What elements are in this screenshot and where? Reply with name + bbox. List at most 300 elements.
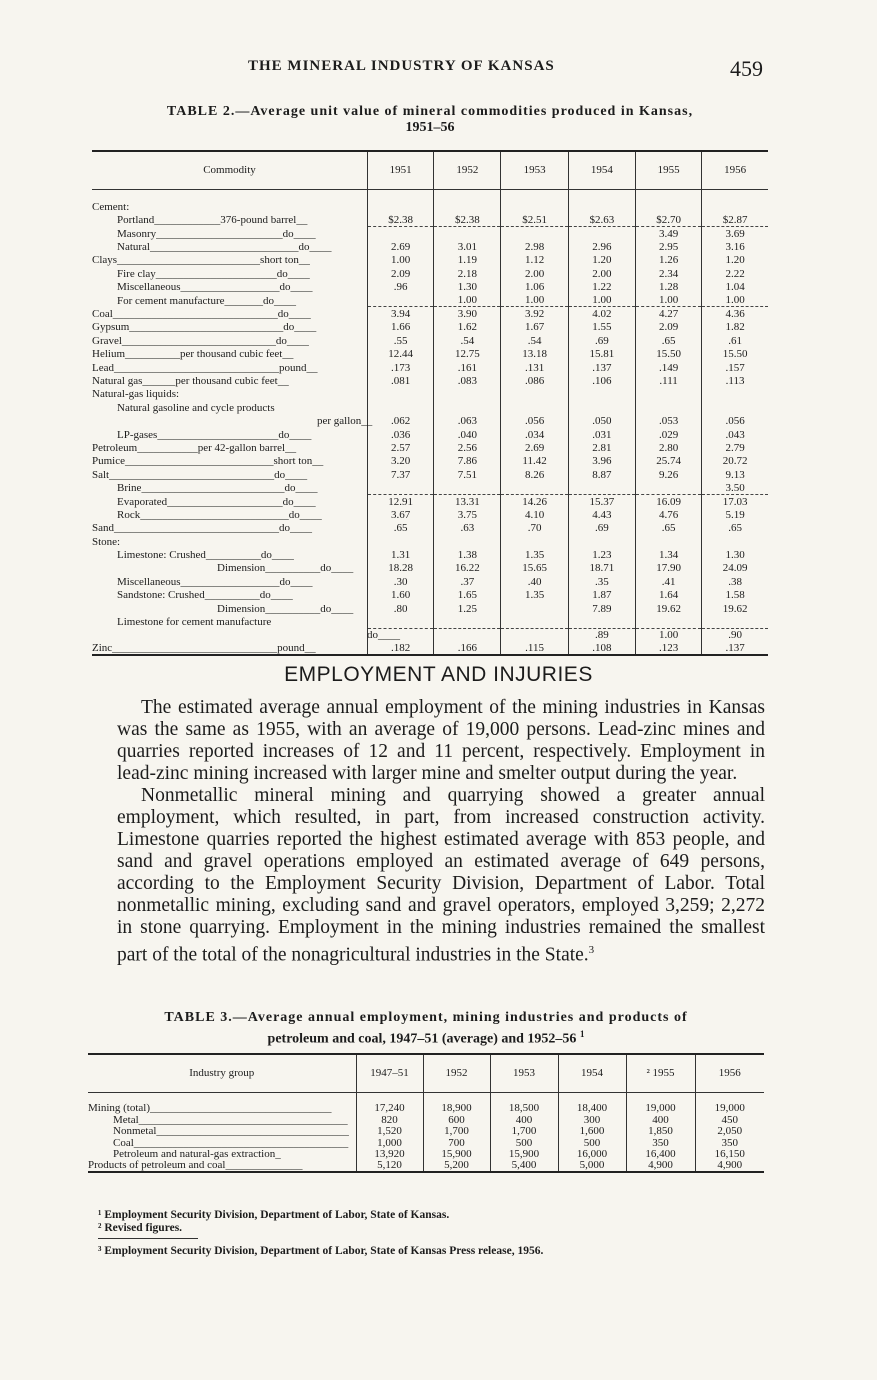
table3-cell: 16,150 (695, 1149, 764, 1161)
table2-col-header: Commodity (203, 164, 256, 177)
table3-caption-rest: petroleum and coal, 1947–51 (average) and 1952–56 (267, 1031, 577, 1047)
table2-row-label: Lead______________________________pound__ (92, 361, 318, 374)
table2-cell: 2.00 (501, 267, 568, 280)
table3-row (88, 1092, 764, 1114)
table2-row (92, 454, 768, 467)
table2-cell: 15.50 (635, 347, 701, 360)
table2-cell (568, 615, 635, 628)
table2-cell: .113 (702, 374, 768, 387)
table3-cell: 15,900 (490, 1149, 558, 1161)
table2-cell: 1.20 (702, 253, 768, 266)
table3-cell: 13,920 (356, 1149, 423, 1161)
table2-cell (702, 615, 768, 628)
table2-row-label: Brine__________________________do____ (117, 482, 318, 495)
table2-cell (434, 628, 501, 641)
table2-cell: 2.00 (568, 267, 635, 280)
table2-cell: 1.38 (434, 548, 501, 561)
table2-row-label: Sandstone: Crushed__________do____ (117, 589, 293, 602)
table2-cell: .41 (635, 575, 701, 588)
table2-caption (92, 104, 768, 136)
table2-cell: 1.25 (434, 601, 501, 614)
table2-cell: .182 (368, 642, 434, 655)
table2-row-label: Miscellaneous__________________do____ (117, 575, 313, 588)
table2-cell (368, 293, 434, 306)
table2-row-label: Natural gasoline and cycle products (117, 401, 275, 414)
table2-cell: .108 (568, 642, 635, 655)
table2-cell: .96 (368, 280, 434, 293)
table2-cell: 7.89 (568, 601, 635, 614)
table3-col-header: ² 1955 (626, 1054, 695, 1092)
table2-cell: 1.23 (568, 548, 635, 561)
table2-row (92, 534, 768, 547)
table2-cell: 15.37 (568, 494, 635, 507)
table2-cell: 12.91 (368, 494, 434, 507)
table3-cell: 450 (695, 1114, 764, 1126)
table3-cell: 1,850 (626, 1126, 695, 1138)
table3-cell: 5,000 (558, 1160, 626, 1172)
table2-cell (434, 400, 501, 413)
table2-cell (501, 387, 568, 400)
table-3-employment (88, 1053, 764, 1173)
table2-cell: 18.28 (368, 561, 434, 574)
table3-row (88, 1126, 764, 1138)
table2-row (92, 374, 768, 387)
table2-row (92, 320, 768, 333)
table2-row-label: Clays__________________________short ton__ (92, 254, 310, 267)
footnote-2: ² Revised figures. (98, 1222, 183, 1234)
table3-row-label: Coal_______________________________________ (113, 1136, 349, 1149)
table2-cell: .086 (501, 374, 568, 387)
table3-cell: 15,900 (423, 1149, 490, 1161)
table2-row (92, 253, 768, 266)
table3-cell: 17,240 (356, 1092, 423, 1114)
table2-cell: 15.81 (568, 347, 635, 360)
table2-cell: .029 (635, 427, 701, 440)
table2-row (92, 213, 768, 226)
table2-row-label: Natural___________________________do____ (117, 241, 332, 254)
table2-cell: 1.31 (368, 548, 434, 561)
table2-row-label: Pumice___________________________short ton__ (92, 455, 324, 468)
table2-cell: 5.19 (702, 508, 768, 521)
table2-cell (501, 189, 568, 213)
table2-row-label: Limestone: Crushed__________do____ (117, 549, 294, 562)
table3-caption-ref: 1 (579, 1029, 585, 1039)
table2-cell: 1.35 (501, 548, 568, 561)
table2-row-label: Sand______________________________do____ (92, 522, 312, 535)
table2-cell: .166 (434, 642, 501, 655)
paragraph-1: The estimated average annual employment of the mining industries in Kansas was the same as 1955, with an average of 19,000 persons. Lead-zinc mines and quarries reported increases of 12 and 11 percent, respectively. Employment in lead-zinc mining increased with larger mine and smelter output during the year. (117, 697, 765, 784)
table2-cell: 16.22 (434, 561, 501, 574)
table2-row (92, 481, 768, 494)
table2-cell: 1.00 (501, 293, 568, 306)
table3-cell: 300 (558, 1114, 626, 1126)
table2-cell: .157 (702, 360, 768, 373)
table2-cell: 9.13 (702, 467, 768, 480)
table2-cell: .65 (635, 521, 701, 534)
table2-cell: 1.12 (501, 253, 568, 266)
table2-cell: 1.28 (635, 280, 701, 293)
footnote-1: ¹ Employment Security Division, Department of Labor, State of Kansas. (98, 1209, 450, 1221)
table2-row (92, 267, 768, 280)
table2-cell (702, 400, 768, 413)
table2-cell: .034 (501, 427, 568, 440)
table2-row (92, 307, 768, 320)
table2-cell: .137 (568, 360, 635, 373)
footnote-ref-3: 3 (588, 944, 595, 956)
table2-cell: 2.56 (434, 441, 501, 454)
table3-row-label: Petroleum and natural-gas extraction_ (113, 1148, 281, 1161)
table2-cell: .61 (702, 334, 768, 347)
table2-cell: 2.95 (635, 240, 701, 253)
table2-cell (368, 481, 434, 494)
table2-cell (635, 534, 701, 547)
table2-cell: .65 (635, 334, 701, 347)
table2-cell: .38 (702, 575, 768, 588)
table2-cell: .056 (702, 414, 768, 427)
table2-cell: 1.00 (702, 293, 768, 306)
running-title: THE MINERAL INDUSTRY OF KANSAS (248, 58, 555, 74)
table2-cell (568, 189, 635, 213)
table2-cell (568, 387, 635, 400)
table2-row-label: Fire clay______________________do____ (117, 267, 310, 280)
table2-cell: 3.69 (702, 226, 768, 239)
table2-cell: .65 (702, 521, 768, 534)
table2-cell: 2.69 (501, 441, 568, 454)
table2-cell (501, 534, 568, 547)
table2-cell (501, 628, 568, 641)
table2-cell: .123 (635, 642, 701, 655)
table2-cell: $2.63 (568, 213, 635, 226)
table2-cell: 13.18 (501, 347, 568, 360)
table2-cell: .69 (568, 334, 635, 347)
table3-cell: 2,050 (695, 1126, 764, 1138)
table2-cell: 24.09 (702, 561, 768, 574)
table2-cell: .111 (635, 374, 701, 387)
table2-cell: .63 (434, 521, 501, 534)
table2-cell: .081 (368, 374, 434, 387)
table2-cell: 15.50 (702, 347, 768, 360)
page-number: 459 (730, 56, 763, 81)
table2-row (92, 226, 768, 239)
table3-col-header: 1952 (423, 1054, 490, 1092)
table3-col-header: 1953 (490, 1054, 558, 1092)
table2-cell (568, 400, 635, 413)
table2-cell: 2.09 (635, 320, 701, 333)
table2-cell (635, 387, 701, 400)
table2-caption-lead: TABLE 2.—Average unit value of mineral commodities produced in Kansas, (166, 104, 694, 119)
table2-cell: 7.37 (368, 467, 434, 480)
table2-row-label: Salt______________________________do____ (92, 468, 308, 481)
table2-cell: .083 (434, 374, 501, 387)
table2-cell (501, 226, 568, 239)
section-body (117, 697, 765, 967)
table2-cell: 1.00 (568, 293, 635, 306)
table3-cell: 16,400 (626, 1149, 695, 1161)
table2-cell: 19.62 (702, 601, 768, 614)
table2-cell (434, 226, 501, 239)
table2-row-label: Zinc______________________________pound__ (92, 641, 316, 654)
table2-cell: .056 (501, 414, 568, 427)
table2-cell: 17.90 (635, 561, 701, 574)
table2-cell: 4.43 (568, 508, 635, 521)
table2-cell: 1.00 (368, 253, 434, 266)
table2-row (92, 642, 768, 655)
table2-cell: 3.50 (702, 481, 768, 494)
table2-row-label: LP-gases______________________do____ (117, 428, 312, 441)
table3-row (88, 1160, 764, 1172)
table2-cell: .062 (368, 414, 434, 427)
table2-row-label: Miscellaneous__________________do____ (117, 281, 313, 294)
table2-cell: 1.60 (368, 588, 434, 601)
table2-cell (702, 189, 768, 213)
table3-row-label: Metal______________________________________ (113, 1113, 348, 1126)
table2-cell: 3.16 (702, 240, 768, 253)
table2-cell: 4.76 (635, 508, 701, 521)
table2-cell: 17.03 (702, 494, 768, 507)
table3-row (88, 1114, 764, 1126)
table2-cell: 3.96 (568, 454, 635, 467)
table3-cell: 5,400 (490, 1160, 558, 1172)
table2-cell: 2.34 (635, 267, 701, 280)
table2-cell (368, 189, 434, 213)
table2-row (92, 588, 768, 601)
table2-row-label: Stone: (92, 535, 121, 548)
table2-cell: 2.98 (501, 240, 568, 253)
table2-cell (702, 534, 768, 547)
table2-row-label: Gypsum____________________________do____ (92, 321, 317, 334)
table2-cell: 11.42 (501, 454, 568, 467)
table3-cell: 4,900 (695, 1160, 764, 1172)
table2-row-label: Helium__________per thousand cubic feet__ (92, 348, 294, 361)
table2-cell: 3.67 (368, 508, 434, 521)
table2-cell: 2.81 (568, 441, 635, 454)
table2-cell (368, 387, 434, 400)
table3-cell: 1,700 (490, 1126, 558, 1138)
table2-cell: 2.79 (702, 441, 768, 454)
table3-cell: 1,000 (356, 1137, 423, 1149)
table2-row-label: do____ (367, 629, 400, 642)
table2-row (92, 548, 768, 561)
table3-cell: 16,000 (558, 1149, 626, 1161)
table2-cell: .115 (501, 642, 568, 655)
table2-cell (368, 534, 434, 547)
table2-cell: 4.02 (568, 307, 635, 320)
table3-caption (88, 1010, 764, 1048)
table2-cell: 2.80 (635, 441, 701, 454)
table2-row (92, 521, 768, 534)
table3-cell: 700 (423, 1137, 490, 1149)
table2-cell: .40 (501, 575, 568, 588)
table2-cell: 1.20 (568, 253, 635, 266)
table2-cell: 3.75 (434, 508, 501, 521)
table2-cell: 1.04 (702, 280, 768, 293)
table2-row-label: Dimension__________do____ (217, 602, 354, 615)
table3-cell: 600 (423, 1114, 490, 1126)
table2-row (92, 575, 768, 588)
table2-cell: .161 (434, 360, 501, 373)
table2-cell: 1.66 (368, 320, 434, 333)
table2-cell (501, 615, 568, 628)
table2-cell: 13.31 (434, 494, 501, 507)
footnote-rule (98, 1238, 198, 1239)
table3-row-label: Mining (total)_________________________________ (88, 1101, 332, 1114)
table2-cell: 1.00 (635, 293, 701, 306)
table2-row (92, 601, 768, 614)
table2-cell: 3.92 (501, 307, 568, 320)
table2-cell: 1.67 (501, 320, 568, 333)
table2-cell: .35 (568, 575, 635, 588)
table2-cell: 1.62 (434, 320, 501, 333)
table2-cell: 1.26 (635, 253, 701, 266)
table2-cell (568, 534, 635, 547)
table2-cell: 1.35 (501, 588, 568, 601)
footnote-3: ³ Employment Security Division, Department of Labor, State of Kansas Press release, 1956. (98, 1245, 544, 1257)
table3-cell: 400 (490, 1114, 558, 1126)
table2-row (92, 189, 768, 213)
table2-row-label: Gravel____________________________do____ (92, 334, 309, 347)
table2-cell: .149 (635, 360, 701, 373)
table2-row (92, 508, 768, 521)
table2-cell: 1.30 (702, 548, 768, 561)
table3-cell: 350 (695, 1137, 764, 1149)
table2-cell: 2.69 (368, 240, 434, 253)
table2-row (92, 467, 768, 480)
table2-cell: 7.51 (434, 467, 501, 480)
table2-cell: 2.57 (368, 441, 434, 454)
table2-cell: 3.01 (434, 240, 501, 253)
table2-cell: 4.10 (501, 508, 568, 521)
table3-cell: 5,200 (423, 1160, 490, 1172)
table2-cell (501, 400, 568, 413)
table2-cell (434, 481, 501, 494)
table3-cell: 18,900 (423, 1092, 490, 1114)
table2-row-label: per gallon__ (317, 415, 373, 428)
table2-row (92, 280, 768, 293)
table2-row (92, 334, 768, 347)
table2-cell: .063 (434, 414, 501, 427)
table2-cell: 14.26 (501, 494, 568, 507)
table2-cell: 3.90 (434, 307, 501, 320)
table2-cell: 3.49 (635, 226, 701, 239)
table2-row (92, 387, 768, 400)
table3-cell: 19,000 (626, 1092, 695, 1114)
table2-cell: 1.34 (635, 548, 701, 561)
table2-cell: 20.72 (702, 454, 768, 467)
table2-row-label: Natural-gas liquids: (92, 388, 180, 401)
table3-col-header: Industry group (189, 1067, 255, 1080)
table2-cell (635, 189, 701, 213)
table2-cell (434, 387, 501, 400)
table2-row-label: Masonry_______________________do____ (117, 227, 316, 240)
table2-cell: $2.51 (501, 213, 568, 226)
table2-cell: $2.38 (368, 213, 434, 226)
table2-cell (434, 534, 501, 547)
table2-row-label: Petroleum___________per 42-gallon barrel__ (92, 441, 297, 454)
table2-cell: 1.82 (702, 320, 768, 333)
table2-cell: 1.87 (568, 588, 635, 601)
table3-cell: 1,600 (558, 1126, 626, 1138)
table2-cell: .040 (434, 427, 501, 440)
table2-col-header: 1953 (501, 151, 568, 189)
table2-row-label: Portland____________376-pound barrel__ (117, 214, 308, 227)
table2-cell: 7.86 (434, 454, 501, 467)
table2-cell: 1.30 (434, 280, 501, 293)
table2-cell: .036 (368, 427, 434, 440)
table2-cell: 1.64 (635, 588, 701, 601)
table2-cell: $2.38 (434, 213, 501, 226)
table2-cell (368, 615, 434, 628)
table2-cell: 18.71 (568, 561, 635, 574)
table2-cell: .043 (702, 427, 768, 440)
table2-cell: .90 (702, 628, 768, 641)
table3-cell: 1,700 (423, 1126, 490, 1138)
table2-cell: .106 (568, 374, 635, 387)
table2-cell: 1.58 (702, 588, 768, 601)
table2-col-header: 1951 (368, 151, 434, 189)
table3-row-label: Products of petroleum and coal______________ (88, 1159, 303, 1172)
table3-row-label: Nonmetal___________________________________ (113, 1125, 349, 1138)
table2-cell: .89 (568, 628, 635, 641)
paragraph-2 (117, 785, 765, 967)
table2-row-label: Rock___________________________do____ (117, 508, 322, 521)
table3-caption-lead: TABLE 3.—Average annual employment, mining industries and products of (164, 1010, 688, 1025)
table2-cell: 8.26 (501, 467, 568, 480)
table2-cell: 1.06 (501, 280, 568, 293)
table2-cell: 2.22 (702, 267, 768, 280)
table2-cell: .65 (368, 521, 434, 534)
table3-cell: 18,500 (490, 1092, 558, 1114)
table2-cell: 16.09 (635, 494, 701, 507)
table2-cell: 4.27 (635, 307, 701, 320)
table3-cell: 820 (356, 1114, 423, 1126)
table2-row-label: Natural gas______per thousand cubic feet__ (92, 374, 289, 387)
table2-cell: .80 (368, 601, 434, 614)
table2-row-label: Dimension__________do____ (217, 562, 354, 575)
table2-cell: 1.65 (434, 588, 501, 601)
table2-cell: 4.36 (702, 307, 768, 320)
table2-caption-years: 1951–56 (405, 120, 455, 135)
table2-cell (368, 400, 434, 413)
table2-cell: 25.74 (635, 454, 701, 467)
table2-row (92, 628, 768, 641)
table2-cell: 19.62 (635, 601, 701, 614)
table2-row-label: Coal______________________________do____ (92, 308, 311, 321)
table2-cell: 1.00 (434, 293, 501, 306)
table3-cell: 500 (490, 1137, 558, 1149)
section-heading: EMPLOYMENT AND INJURIES (284, 663, 593, 686)
table-2-unit-values (92, 150, 768, 656)
table3-cell: 400 (626, 1114, 695, 1126)
table2-cell (635, 615, 701, 628)
table2-cell: .55 (368, 334, 434, 347)
table3-col-header: 1956 (695, 1054, 764, 1092)
table2-cell: 3.20 (368, 454, 434, 467)
table2-cell: .30 (368, 575, 434, 588)
table2-row (92, 414, 768, 427)
paragraph-2-text: Nonmetallic mineral mining and quarrying showed a greater annual employment, which resulted, in part, from increased construction activity. Limestone quarries reported the highest estimated average with 853 people, and sand and gravel operations employed an estimated average of 649 persons, according to the Employment Security Division, Department of Labor. Total nonmetallic mining, excluding sand and gravel operators, employed 3,259; 2,272 in stone quarrying. Employment in the mining industries remained the smallest part of the total of the nonagricultural industries in the State. (117, 785, 765, 966)
table3-cell: 18,400 (558, 1092, 626, 1114)
table3-cell: 4,900 (626, 1160, 695, 1172)
table2-cell: 12.44 (368, 347, 434, 360)
table2-cell (568, 481, 635, 494)
table2-cell: 3.94 (368, 307, 434, 320)
table2-cell: .137 (702, 642, 768, 655)
table2-cell (434, 189, 501, 213)
table2-cell: 15.65 (501, 561, 568, 574)
table2-col-header: 1955 (635, 151, 701, 189)
table2-cell: 2.18 (434, 267, 501, 280)
table2-cell: $2.70 (635, 213, 701, 226)
